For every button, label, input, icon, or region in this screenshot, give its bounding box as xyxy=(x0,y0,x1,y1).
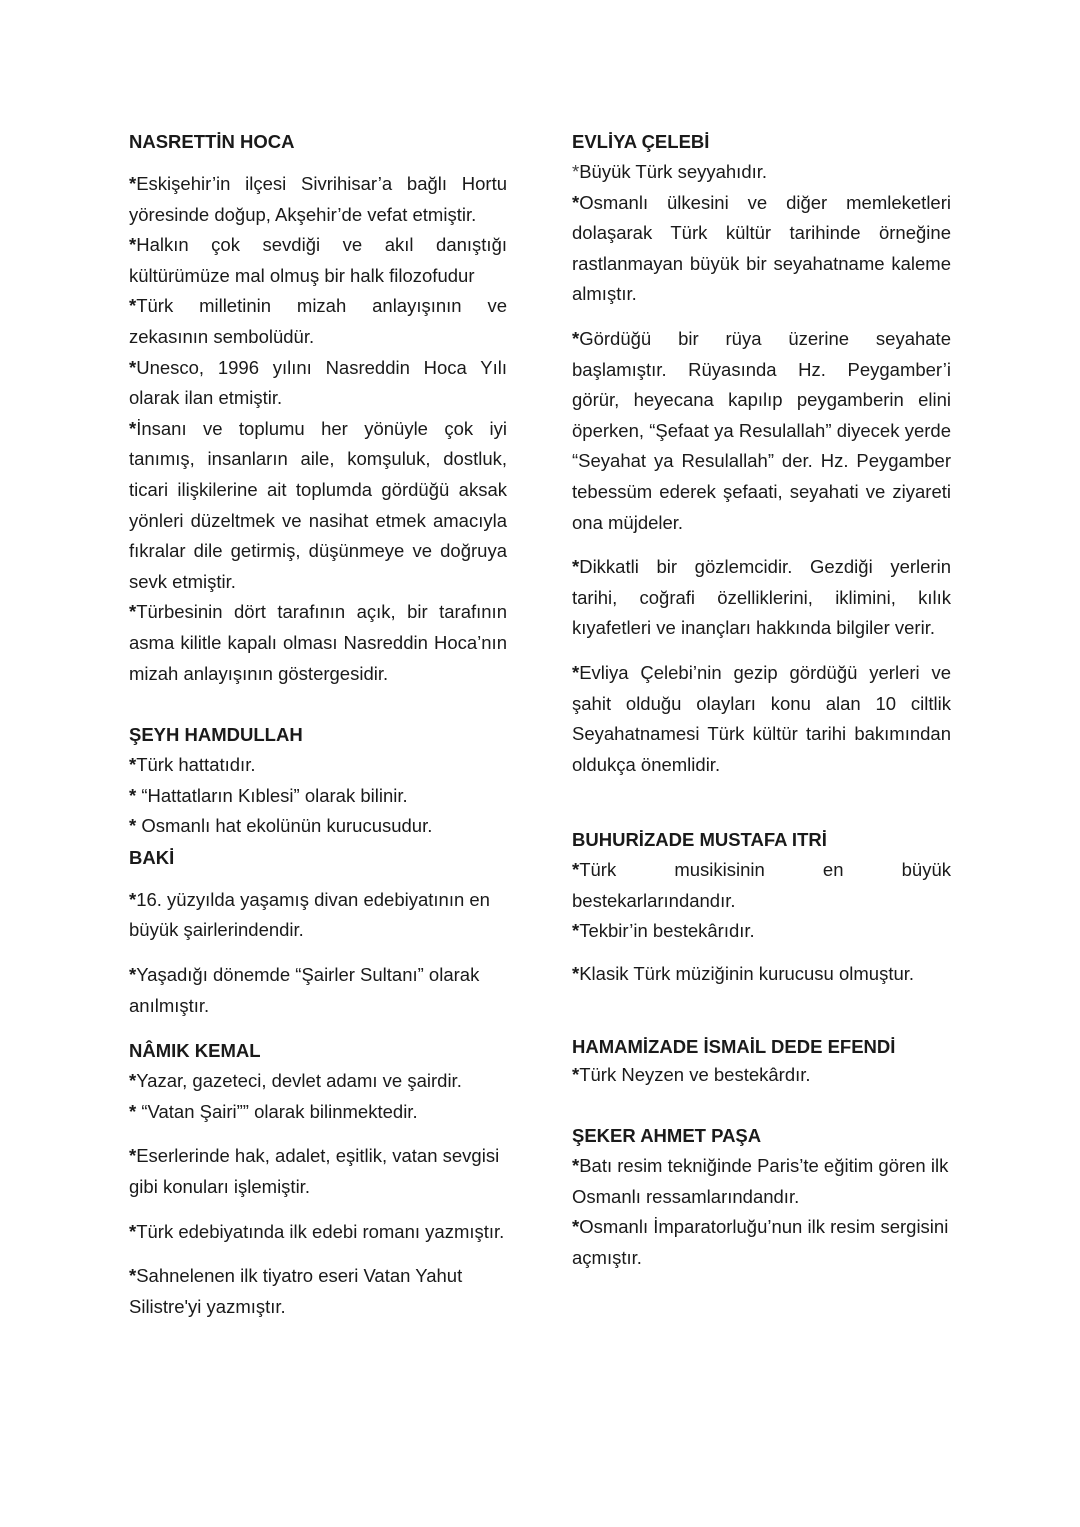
section-baki xyxy=(129,842,507,1021)
section-title: BAKİ xyxy=(129,846,175,868)
right-column xyxy=(572,126,951,1274)
paragraph: *Eserlerinde hak, adalet, eşitlik, vatan sevgisi gibi konuları işlemiştir. xyxy=(129,1145,500,1198)
paragraph: *Yazar, gazeteci, devlet adamı ve şairdir. xyxy=(129,1070,462,1092)
paragraph: *Sahnelenen ilk tiyatro eseri Vatan Yahut Silistre'yi yazmıştır. xyxy=(129,1265,463,1317)
paragraph: *Türk musikisinin en büyük bestekarlarındandır. xyxy=(572,859,951,911)
paragraph: *Tekbir’in bestekârıdır. xyxy=(572,920,755,942)
paragraph: *İnsanı ve toplumu her yönüyle çok iyi tanımış, insanların aile, komşuluk, dostluk, ticari ilişkilerine ait toplumda gördüğü aksak yönleri düzeltmek ve nasihat etmek amacıyla fıkralar dile getirmiş, düşünmeye ve doğruya sevk etmiştir. xyxy=(129,417,507,592)
section-seker-ahmet-pasa xyxy=(572,1120,951,1273)
paragraph: *Batı resim tekniğinde Paris’te eğitim gören ilk Osmanlı ressamlarındandır. xyxy=(572,1155,949,1207)
section-namik-kemal xyxy=(129,1035,507,1322)
section-seyh-hamdullah xyxy=(129,719,507,842)
paragraph: *Türk milletinin mizah anlayışının ve zekasının sembolüdür. xyxy=(129,295,507,347)
paragraph: *Klasik Türk müziğinin kurucusu olmuştur. xyxy=(572,963,915,985)
paragraph: *Osmanlı İmparatorluğu’nun ilk resim sergisini açmıştır. xyxy=(572,1216,949,1269)
section-itri xyxy=(572,824,951,989)
paragraph: *Dikkatli bir gözlemcidir. Gezdiği yerlerin tarihi, coğrafi özelliklerini, iklimini, kılık kıyafetleri ve inançları hakkında bilgiler verir. xyxy=(572,556,951,639)
left-column xyxy=(129,126,507,1322)
paragraph: *Türbesinin dört tarafının açık, bir tarafının asma kilitle kapalı olması Nasreddin Hoca’nın mizah anlayışının göstergesidir. xyxy=(129,601,507,684)
section-title: HAMAMİZADE İSMAİL DEDE EFENDİ xyxy=(572,1035,896,1057)
section-title: ŞEYH HAMDULLAH xyxy=(129,724,303,746)
section-title: NÂMIK KEMAL xyxy=(129,1040,261,1062)
paragraph: *Unesco, 1996 yılını Nasreddin Hoca Yılı olarak ilan etmiştir. xyxy=(129,356,507,409)
paragraph: *Büyük Türk seyyahıdır. xyxy=(572,161,768,182)
paragraph: *Eskişehir’in ilçesi Sivrihisar’a bağlı Hortu yöresinde doğup, Akşehir’de vefat etmiştir. xyxy=(129,173,507,225)
paragraph: *Türk Neyzen ve bestekârdır. xyxy=(572,1063,811,1085)
paragraph: *Türk hattatıdır. xyxy=(129,754,256,776)
paragraph: *Gördüğü bir rüya üzerine seyahate başlamıştır. Rüyasında Hz. Peygamber’i görür, heyecana kapılıp peygamberin elini öperken, “Şefaat ya Resulallah” diyecek yerde “Seyahat ya Resulallah” der. Hz. Peygamber tebessüm ederek şefaati, seyahati ve ziyareti ona müjdeler. xyxy=(572,327,951,533)
paragraph: *Halkın çok sevdiği ve akıl danıştığı kültürümüze mal olmuş bir halk filozofudur xyxy=(129,234,507,286)
paragraph: *16. yüzyılda yaşamış divan edebiyatının en büyük şairlerindendir. xyxy=(129,888,490,941)
section-title: NASRETTİN HOCA xyxy=(129,131,295,152)
section-nasrettin-hoca xyxy=(129,126,507,689)
paragraph: *Türk edebiyatında ilk edebi romanı yazmıştır. xyxy=(129,1220,505,1242)
section-title: EVLİYA ÇELEBİ xyxy=(572,131,710,152)
paragraph: *Osmanlı ülkesini ve diğer memleketleri dolaşarak Türk kültür tarihinde örneğine rastlanmayan büyük bir seyahatname kaleme almıştır. xyxy=(572,191,951,305)
section-title: BUHURİZADE MUSTAFA ITRİ xyxy=(572,829,827,851)
paragraph: *Evliya Çelebi’nin gezip gördüğü yerleri ve şahit olduğu olayları konu alan 10 ciltlik Seyahatnamesi Türk kültür tarihi bakımından oldukça önemlidir. xyxy=(572,661,951,775)
section-evliya-celebi xyxy=(572,126,951,780)
section-dede-efendi xyxy=(572,1034,951,1091)
paragraph: * “Hattatların Kıblesi” olarak bilinir. xyxy=(129,784,408,806)
section-title: ŞEKER AHMET PAŞA xyxy=(572,1125,762,1147)
paragraph: * “Vatan Şairi”” olarak bilinmektedir. xyxy=(129,1100,418,1122)
paragraph: * Osmanlı hat ekolünün kurucusudur. xyxy=(129,815,433,837)
paragraph: *Yaşadığı dönemde “Şairler Sultanı” olarak anılmıştır. xyxy=(129,964,480,1016)
